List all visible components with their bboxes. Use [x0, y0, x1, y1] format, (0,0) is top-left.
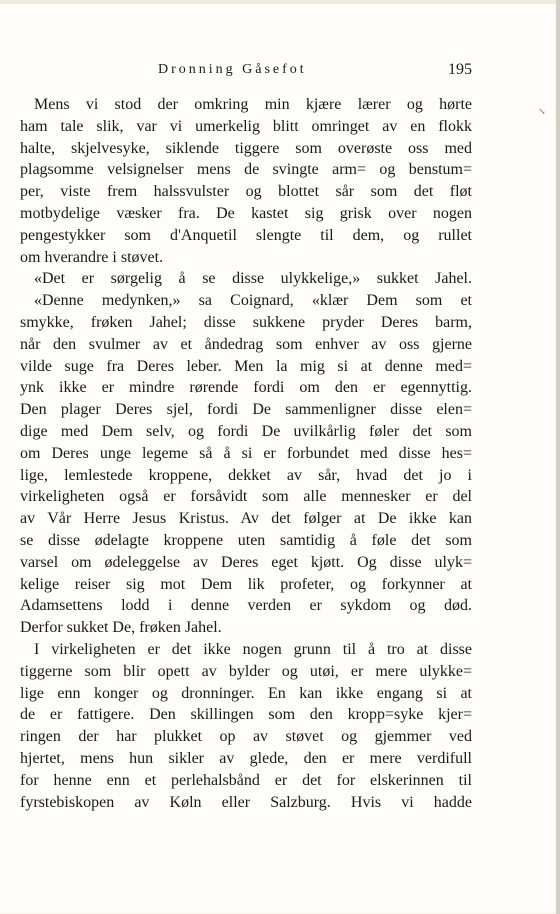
page-header	[20, 62, 472, 82]
text-line: motbydelige væsker fra. De kastet sig grisk over nogen	[20, 204, 472, 222]
text-line: pengestykker som d'Anquetil slengte til dem, og rullet	[20, 226, 472, 244]
text-line: plagsomme velsignelser mens de svingte arm= og benstum=	[20, 161, 472, 179]
text-line: kelige reiser sig mot Dem lik profeter, og forkynner at	[20, 575, 472, 593]
running-title: Dronning Gåsefot	[158, 62, 307, 77]
text-line: per, viste frem halssvulster og blottet sår som det fløt	[20, 183, 472, 201]
text-line: for henne enn et perlehalsbånd er det for elskerinnen til	[20, 771, 472, 789]
page-top-edge	[0, 0, 560, 4]
text-line: «Det er sørgelig å se disse ulykkelige,» sukket Jahel.	[34, 270, 472, 288]
page-number: 195	[448, 61, 472, 78]
body-text	[20, 94, 472, 813]
text-line: dige med Dem selv, og fordi De uvilkårlig føler det som	[20, 422, 472, 440]
text-line: lige, lemlestede kroppene, dekket av sår, hvad det jo i	[20, 466, 472, 484]
text-line: Adamsettens lodd i denne verden er sykdom og død.	[20, 597, 472, 615]
text-line: se disse ødelagte kroppene uten samtidig å føle det som	[20, 531, 472, 549]
text-line: I virkeligheten er det ikke nogen grunn til å tro at disse	[34, 640, 472, 658]
margin-mark-icon: ↘	[538, 106, 546, 116]
text-line: lige enn konger og dronninger. En kan ikke engang si at	[20, 684, 472, 702]
text-line: ringen der har plukket op av støvet og gjemmer ved	[20, 728, 472, 746]
text-line: fyrstebiskopen av Køln eller Salzburg. Hvis vi hadde	[20, 793, 472, 811]
text-line: om Deres unge legeme så å si er forbundet med disse hes=	[20, 444, 472, 462]
text-line: vilde suge fra Deres leber. Men la mig si at denne med=	[20, 357, 472, 375]
page-right-edge	[556, 0, 560, 914]
text-line: Mens vi stod der omkring min kjære lærer og hørte	[34, 96, 472, 113]
text-line: smykke, frøken Jahel; disse sukkene pryder Deres barm,	[20, 313, 472, 331]
text-line: virkeligheten også er forsåvidt som alle mennesker er del	[20, 488, 472, 506]
text-line: Den plager Deres sjel, fordi De sammenligner disse elen=	[20, 401, 472, 419]
text-line: tiggerne som blir opett av bylder og utøi, er mere ulykke=	[20, 662, 472, 680]
text-line: ynk ikke er mindre rørende fordi om den er egennyttig.	[20, 379, 472, 397]
text-line: Derfor sukket De, frøken Jahel.	[20, 619, 222, 637]
text-line: halte, skjelvesyke, siklende tiggere som overøste oss med	[20, 139, 472, 157]
text-line: når den svulmer av et åndedrag som enhver av oss gjerne	[20, 335, 472, 353]
text-line: de er fattigere. Den skillingen som den kropp=syke kjer=	[20, 706, 472, 724]
text-line: om hverandre i støvet.	[20, 248, 164, 266]
text-line: ham tale slik, var vi umerkelig blitt omringet av en flokk	[20, 117, 472, 135]
text-line: av Vår Herre Jesus Kristus. Av det følger at De ikke kan	[20, 510, 472, 528]
text-line: hjertet, mens hun sikler av glede, den er mere verdifull	[20, 749, 472, 767]
text-line: «Denne medynken,» sa Coignard, «klær Dem som et	[34, 292, 472, 310]
text-line: varsel om ødeleggelse av Deres eget kjøtt. Og disse ulyk=	[20, 553, 472, 571]
